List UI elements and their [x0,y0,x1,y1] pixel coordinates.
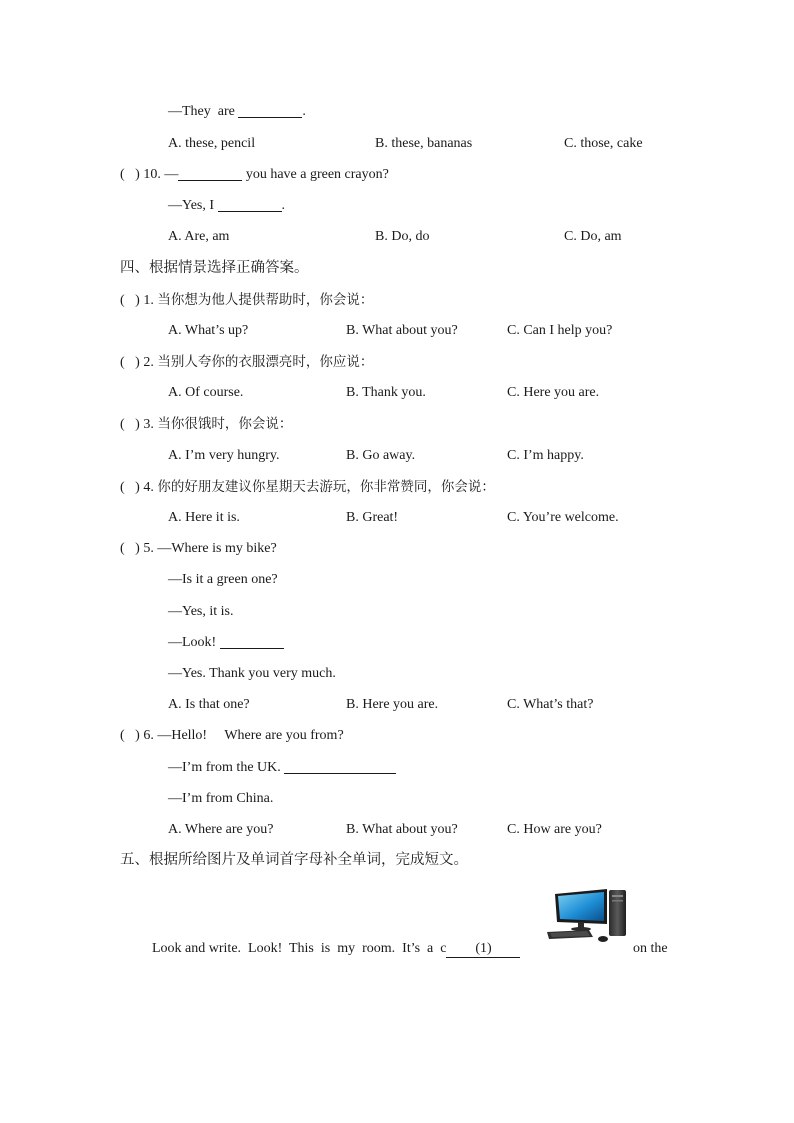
answer-blank[interactable] [220,634,284,649]
s4-q5-line-3: —Yes, it is. [168,604,234,619]
q10-answer-line: —Yes, I . [168,198,286,213]
s4-q5-line-5: —Yes. Thank you very much. [168,666,336,681]
s4-q6-option-a: A. Where are you? [168,822,274,837]
s4-q4-option-a: A. Here it is. [168,510,240,525]
answer-paren[interactable]: ( ) [120,293,140,308]
s4-q6-option-b: B. What about you? [346,822,458,837]
s4-q3-option-c: C. I’m happy. [507,448,584,463]
s4-q3: ( ) 3. 当你很饿时，你会说： [120,416,293,432]
answer-blank[interactable] [284,759,396,774]
s4-q1: ( ) 1. 当你想为他人提供帮助时，你会说： [120,292,374,308]
answer-paren[interactable]: ( ) [120,480,140,495]
s4-q2-option-b: B. Thank you. [346,385,426,400]
passage-line: Look and write. Look! This is my room. It’s a c (1) [152,939,520,959]
s4-q2-option-a: A. Of course. [168,385,244,400]
s4-q5: ( ) 5. —Where is my bike? [120,541,277,556]
q9-option-c: C. those, cake [564,136,643,151]
section5-title: 五、根据所给图片及单词首字母补全单词，完成短文。 [120,852,468,868]
s4-q5-option-b: B. Here you are. [346,697,439,712]
s4-q1-option-c: C. Can I help you? [507,323,613,338]
s4-q2-option-c: C. Here you are. [507,385,600,400]
desktop-computer-icon [545,886,633,946]
s4-q5-line-4: —Look! [168,633,284,653]
s4-q1-option-b: B. What about you? [346,323,458,338]
q9-option-b: B. these, bananas [375,136,473,151]
answer-paren[interactable]: ( ) [120,417,140,432]
passage-blank-1[interactable]: (1) [446,941,520,958]
q10-option-a: A. Are, am [168,229,230,244]
s4-q1-option-a: A. What’s up? [168,323,249,338]
s4-q3-option-a: A. I’m very hungry. [168,448,280,463]
q10-line: ( ) 10. — you have a green crayon? [120,167,389,182]
answer-blank[interactable] [178,166,242,181]
s4-q6-line-3: —I’m from China. [168,791,274,806]
s4-q5-option-a: A. Is that one? [168,697,250,712]
answer-blank[interactable] [218,197,282,212]
q9-line: —They are . [168,104,306,119]
q9-option-a: A. these, pencil [168,136,256,151]
s4-q5-line-2: —Is it a green one? [168,572,278,587]
answer-paren[interactable]: ( ) [120,541,140,556]
answer-blank[interactable] [238,103,302,118]
q10-option-c: C. Do, am [564,229,622,244]
s4-q6: ( ) 6. —Hello! Where are you from? [120,728,344,743]
s4-q2: ( ) 2. 当别人夸你的衣服漂亮时，你应说： [120,354,374,370]
s4-q3-option-b: B. Go away. [346,448,416,463]
q10-option-b: B. Do, do [375,229,430,244]
answer-paren[interactable]: ( ) [120,167,140,182]
passage-line-end: on the [633,941,668,956]
s4-q4-option-b: B. Great! [346,510,399,525]
s4-q4-option-c: C. You’re welcome. [507,510,619,525]
s4-q5-option-c: C. What’s that? [507,697,594,712]
s4-q6-line-2: —I’m from the UK. [168,758,396,778]
answer-paren[interactable]: ( ) [120,728,140,743]
s4-q4: ( ) 4. 你的好朋友建议你星期天去游玩，你非常赞同，你会说： [120,479,495,495]
s4-q6-option-c: C. How are you? [507,822,602,837]
answer-paren[interactable]: ( ) [120,355,140,370]
section4-title: 四、根据情景选择正确答案。 [120,260,309,276]
